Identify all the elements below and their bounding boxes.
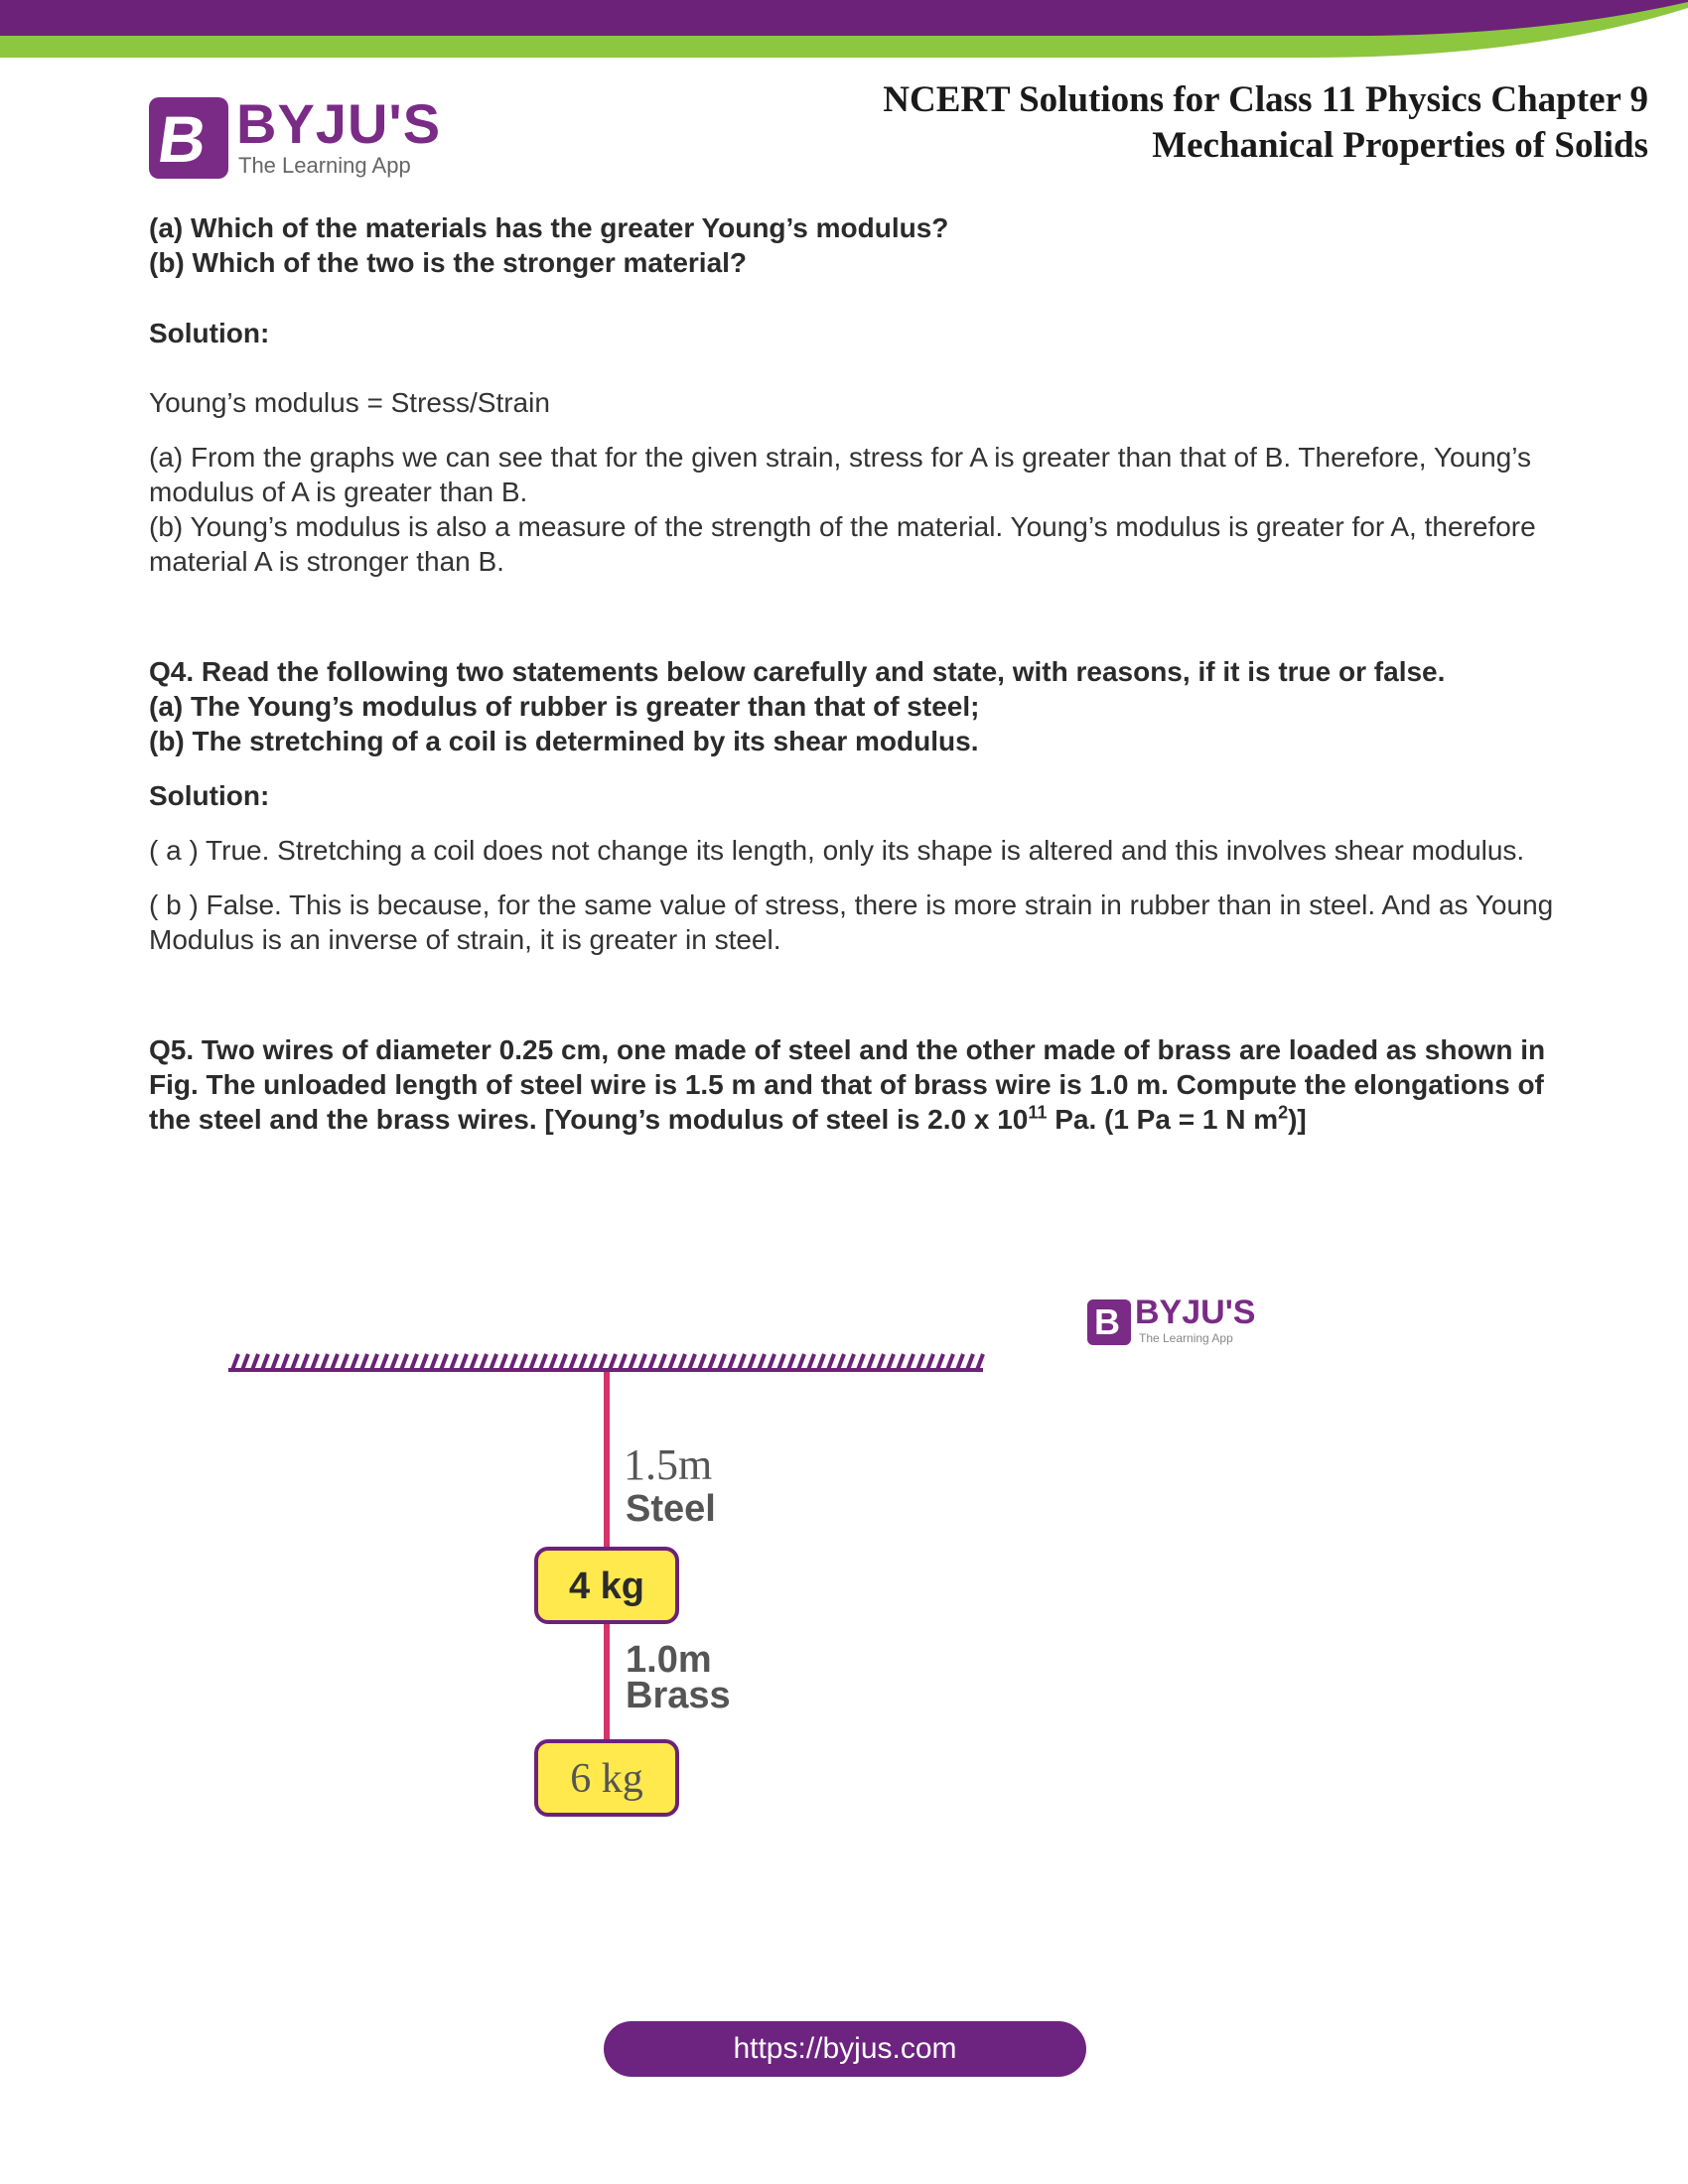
- ceiling-hatch: [927, 1354, 933, 1370]
- ceiling-hatch: [868, 1354, 874, 1370]
- ceiling-hatch: [769, 1354, 774, 1370]
- q3-formula: Young’s modulus = Stress/Strain: [149, 387, 550, 418]
- ceiling-support: [228, 1354, 983, 1370]
- page-title: [755, 77, 1648, 169]
- brass-length-label: 1.0m: [626, 1639, 712, 1681]
- q4-question: Q4. Read the following two statements below carefully and state, with reasons, if it is true or false.: [149, 656, 1446, 687]
- ceiling-hatch: [957, 1354, 963, 1370]
- ceiling-hatch: [520, 1354, 526, 1370]
- q4-part-a: (a) The Young’s modulus of rubber is greater than that of steel;: [149, 691, 980, 722]
- ceiling-hatch: [510, 1354, 516, 1370]
- ceiling-hatch: [471, 1354, 477, 1370]
- ceiling-hatch: [937, 1354, 943, 1370]
- page-title-line-1: NCERT Solutions for Class 11 Physics Chapter 9: [883, 79, 1648, 120]
- page-title-line-2: Mechanical Properties of Solids: [1152, 125, 1648, 166]
- ceiling-hatch: [491, 1354, 496, 1370]
- ceiling-hatch: [401, 1354, 407, 1370]
- logo-tagline: The Learning App: [238, 153, 411, 178]
- ceiling-hatch: [878, 1354, 884, 1370]
- byjus-logo: [149, 92, 442, 179]
- ceiling-hatch: [749, 1354, 755, 1370]
- ceiling-hatch: [580, 1354, 586, 1370]
- ceiling-hatch: [530, 1354, 536, 1370]
- ceiling-hatch: [461, 1354, 467, 1370]
- ceiling-hatch: [729, 1354, 735, 1370]
- ceiling-hatch: [342, 1354, 348, 1370]
- watermark-mark: [1087, 1299, 1131, 1345]
- ceiling-hatch: [828, 1354, 834, 1370]
- q4-answer-a: ( a ) True. Stretching a coil does not change its length, only its shape is altered and this involves shear modulus.: [149, 835, 1525, 866]
- watermark-mark-letter: B: [1094, 1301, 1120, 1342]
- logo-mark: [149, 97, 228, 179]
- steel-length-label: 1.5m: [624, 1440, 713, 1489]
- byjus-watermark: [1087, 1296, 1266, 1349]
- ceiling-hatch: [411, 1354, 417, 1370]
- header-purple-stripe: [0, 0, 1688, 36]
- q3-answer-a: (a) From the graphs we can see that for the given strain, stress for A is greater than that of B. Therefore, Young’s modulus of A is greater than B.: [149, 442, 1531, 507]
- ceiling-hatch: [610, 1354, 616, 1370]
- q5-exponent-2: 2: [1278, 1102, 1289, 1123]
- q3-part-a: (a) Which of the materials has the greater Young’s modulus?: [149, 212, 949, 243]
- ceiling-hatch: [639, 1354, 645, 1370]
- ceiling-hatch: [630, 1354, 635, 1370]
- ceiling-hatch: [500, 1354, 506, 1370]
- ceiling-hatch: [620, 1354, 626, 1370]
- ceiling-hatch: [917, 1354, 923, 1370]
- ceiling-hatch: [262, 1354, 268, 1370]
- ceiling-hatch: [292, 1354, 298, 1370]
- ceiling-hatch: [888, 1354, 894, 1370]
- q4-answer-b: ( b ) False. This is because, for the same value of stress, there is more strain in rubber than in steel. And as Young Modulus is an inverse of strain, it is greater in steel.: [149, 889, 1554, 955]
- ceiling-hatch: [312, 1354, 318, 1370]
- ceiling-hatch: [242, 1354, 248, 1370]
- ceiling-hatch: [371, 1354, 377, 1370]
- ceiling-hatch: [252, 1354, 258, 1370]
- ceiling-hatch: [232, 1354, 238, 1370]
- ceiling-hatch: [550, 1354, 556, 1370]
- q5-question-units: Pa. (1 Pa = 1 N m: [1047, 1104, 1279, 1135]
- logo-mark-letter: B: [153, 102, 211, 176]
- ceiling-hatch: [967, 1354, 973, 1370]
- ceiling-hatch: [659, 1354, 665, 1370]
- ceiling-hatch: [451, 1354, 457, 1370]
- q5-exponent-11: 11: [1028, 1102, 1048, 1123]
- ceiling-hatch: [421, 1354, 427, 1370]
- ceiling-hatch: [808, 1354, 814, 1370]
- q5-question-text: Q5. Two wires of diameter 0.25 cm, one made of steel and the other made of brass are loaded as shown in Fig. The unloaded length of steel wire is 1.5 m and that of brass wire is 1.0 m. Compute the elongations of the steel and the brass wires. [Young’s modulus of steel is 2.0 x 10: [149, 1034, 1546, 1135]
- ceiling-hatch: [848, 1354, 854, 1370]
- ceiling-hatch: [302, 1354, 308, 1370]
- q3-part-b: (b) Which of the two is the stronger material?: [149, 247, 748, 278]
- wire-loading-figure: [218, 1291, 1013, 1846]
- watermark-wordmark: BYJU'S: [1135, 1294, 1256, 1331]
- ceiling-hatch: [739, 1354, 745, 1370]
- q5-question: [149, 1032, 1559, 1137]
- document-body: [149, 210, 1559, 1137]
- watermark-tagline: The Learning App: [1139, 1331, 1233, 1345]
- ceiling-hatch: [818, 1354, 824, 1370]
- ceiling-hatch: [798, 1354, 804, 1370]
- ceiling-hatch: [947, 1354, 953, 1370]
- ceiling-hatch: [322, 1354, 328, 1370]
- header-band: [0, 0, 1688, 60]
- ceiling-hatch: [908, 1354, 914, 1370]
- steel-label: Steel: [626, 1488, 716, 1530]
- ceiling-hatch: [719, 1354, 725, 1370]
- ceiling-hatch: [649, 1354, 655, 1370]
- q3-solution-label: Solution:: [149, 318, 270, 348]
- ceiling-hatch: [858, 1354, 864, 1370]
- footer-url-link[interactable]: https://byjus.com: [604, 2021, 1086, 2077]
- logo-wordmark: BYJU'S: [236, 92, 442, 155]
- ceiling-hatch: [669, 1354, 675, 1370]
- ceiling-hatch: [391, 1354, 397, 1370]
- ceiling-hatch: [381, 1354, 387, 1370]
- ceiling-hatch: [689, 1354, 695, 1370]
- ceiling-hatch: [361, 1354, 367, 1370]
- ceiling-hatch: [332, 1354, 338, 1370]
- ceiling-hatch: [570, 1354, 576, 1370]
- mass-label-4kg: 4 kg: [568, 1566, 645, 1607]
- ceiling-hatch: [590, 1354, 596, 1370]
- q5-question-end: )]: [1288, 1104, 1307, 1135]
- ceiling-hatch: [699, 1354, 705, 1370]
- q3-answer-b: (b) Young’s modulus is also a measure of the strength of the material. Young’s modulus is greater for A, therefore material A is stronger than B.: [149, 511, 1536, 577]
- ceiling-hatch: [540, 1354, 546, 1370]
- ceiling-hatch: [431, 1354, 437, 1370]
- ceiling-hatch: [838, 1354, 844, 1370]
- mass-label-6kg: 6 kg: [570, 1756, 643, 1802]
- ceiling-hatch: [778, 1354, 784, 1370]
- ceiling-hatch: [272, 1354, 278, 1370]
- q4-solution-label: Solution:: [149, 780, 270, 811]
- q4-part-b: (b) The stretching of a coil is determined by its shear modulus.: [149, 726, 979, 756]
- brass-label: Brass: [626, 1675, 731, 1716]
- ceiling-hatch: [481, 1354, 487, 1370]
- ceiling-hatch: [788, 1354, 794, 1370]
- ceiling-hatch: [441, 1354, 447, 1370]
- ceiling-hatch: [709, 1354, 715, 1370]
- ceiling-hatch: [898, 1354, 904, 1370]
- ceiling-hatch: [352, 1354, 357, 1370]
- ceiling-hatch: [600, 1354, 606, 1370]
- ceiling-hatch: [282, 1354, 288, 1370]
- ceiling-hatch: [679, 1354, 685, 1370]
- ceiling-hatch: [977, 1354, 983, 1370]
- ceiling-hatch: [560, 1354, 566, 1370]
- ceiling-hatch: [759, 1354, 765, 1370]
